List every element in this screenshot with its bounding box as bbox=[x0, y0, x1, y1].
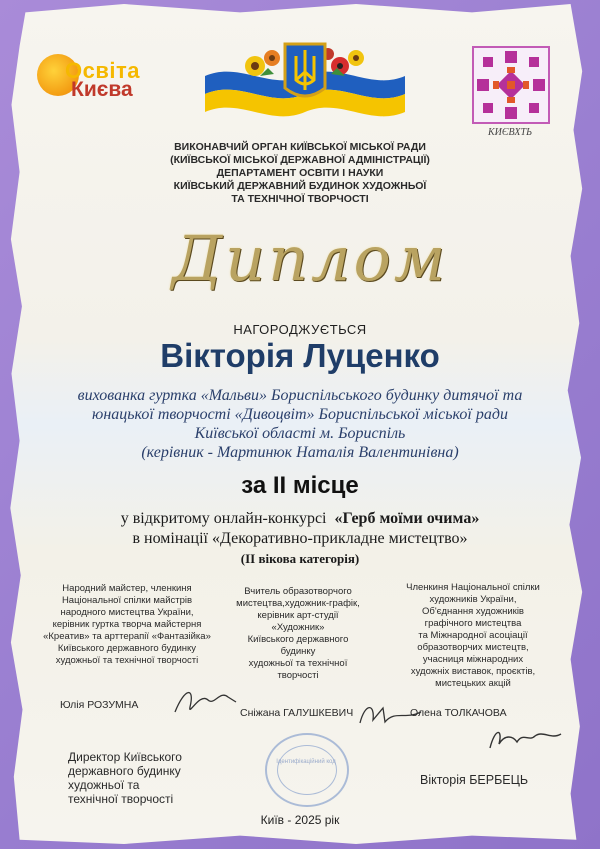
header-line: ВИКОНАВЧИЙ ОРГАН КИЇВСЬКОЇ МІСЬКОЇ РАДИ bbox=[174, 141, 426, 153]
logo-text-osvita: Освіта bbox=[65, 58, 140, 83]
embroidery-ornament-icon bbox=[471, 45, 551, 125]
title-line: будинку bbox=[280, 646, 316, 657]
recipient-name: Вікторія Луценко bbox=[160, 337, 440, 374]
contest-prefix: у відкритому онлайн-конкурсі bbox=[120, 510, 327, 527]
coat-of-arms-flag-icon bbox=[200, 36, 410, 126]
title-line: художньої та технічної bbox=[248, 658, 348, 669]
contest-nomination: в номінації «Декоративно-прикладне мистецтво» bbox=[132, 530, 468, 547]
header-line: КИЇВСЬКИЙ ДЕРЖАВНИЙ БУДИНОК ХУДОЖНЬОЇ bbox=[173, 180, 427, 192]
issuer-header bbox=[60, 141, 540, 206]
title-line: керівник гуртка творча майстерня bbox=[52, 619, 202, 630]
director-title bbox=[68, 750, 238, 806]
description-line: Київської області м. Бориспіль bbox=[194, 425, 406, 442]
title-line: художньої та bbox=[68, 778, 140, 792]
stamp-text: Ідентифікаційний код bbox=[276, 759, 336, 765]
title-line: художників України, bbox=[429, 594, 517, 605]
awarded-label: НАГОРОДЖУЄТЬСЯ bbox=[233, 322, 367, 337]
official-stamp-icon bbox=[265, 733, 349, 807]
title-line: «Креатив» та арттерапії «Фантазійка» bbox=[43, 631, 211, 642]
header-line: ТА ТЕХНІЧНОЇ ТВОРЧОСТІ bbox=[231, 193, 369, 205]
recipient-description bbox=[55, 386, 545, 462]
signature-2-icon bbox=[355, 698, 425, 734]
header-line: (КИЇВСЬКОЇ МІСЬКОЇ ДЕРЖАВНОЇ АДМІНІСТРАЦІЇ) bbox=[170, 154, 430, 166]
header-line: ДЕПАРТАМЕНТ ОСВІТИ І НАУКИ bbox=[216, 167, 384, 179]
title-line: графічного мистецтва bbox=[424, 618, 522, 629]
title-line: Об'єднання художників bbox=[422, 606, 524, 617]
contest-info bbox=[50, 509, 550, 549]
title-line: Членкиня Національної спілки bbox=[406, 582, 540, 593]
title-line: мистецтва,художник-графік, bbox=[236, 598, 360, 609]
title-line: образотворчих мистецтв, bbox=[417, 642, 529, 653]
signatory-3-name: Олена ТОЛКАЧОВА bbox=[410, 707, 507, 719]
ornament-label: КИЄВХТЬ bbox=[488, 127, 532, 138]
title-line: Київського державного bbox=[247, 634, 349, 645]
title-line: Вчитель образотворчого bbox=[244, 586, 352, 597]
signatory-1-name: Юлія РОЗУМНА bbox=[60, 699, 139, 711]
logo-text-kyieva: Києва bbox=[71, 78, 133, 101]
osvita-kyieva-logo bbox=[37, 54, 162, 102]
title-line: Директор Київського bbox=[68, 750, 182, 764]
title-line: художньої та технічної творчості bbox=[55, 655, 199, 666]
title-line: «Художник» bbox=[271, 622, 325, 633]
place-awarded: за ІІ місце bbox=[241, 472, 359, 499]
description-line: юнацької творчості «Дивоцвіт» Бориспільської міської ради bbox=[92, 406, 508, 423]
title-line: народного мистецтва України, bbox=[60, 607, 194, 618]
stamp-ring bbox=[277, 745, 337, 795]
age-category: (ІІ вікова категорія) bbox=[240, 551, 360, 566]
signatory-3-title bbox=[383, 582, 563, 690]
title-line: та Міжнародної асоціації bbox=[418, 630, 528, 641]
director-name: Вікторія БЕРБЕЦЬ bbox=[420, 773, 529, 787]
footer-place-year: Київ - 2025 рік bbox=[260, 813, 340, 827]
title-line: керівник арт-студії bbox=[257, 610, 339, 621]
title-line: технічної творчості bbox=[68, 792, 174, 806]
description-line: вихованка гуртка «Мальви» Бориспільського будинку дитячої та bbox=[77, 387, 523, 404]
signature-1-icon bbox=[170, 682, 240, 722]
signatory-2-title bbox=[218, 586, 378, 682]
description-line: (керівник - Мартинюк Наталія Валентинівна) bbox=[141, 444, 459, 461]
title-line: державного будинку bbox=[68, 764, 181, 778]
signatory-1-title bbox=[38, 583, 216, 667]
contest-line bbox=[50, 509, 550, 529]
title-line: Національної спілки майстрів bbox=[61, 595, 193, 606]
signatory-2-name: Сніжана ГАЛУШКЕВИЧ bbox=[240, 707, 354, 719]
title-line: творчості bbox=[277, 670, 319, 681]
title-line: учасниця міжнародних bbox=[422, 654, 524, 665]
title-line: художніх виставок, проєктів, bbox=[410, 666, 536, 677]
title-line: мистецьких акцій bbox=[435, 678, 511, 689]
title-line: Київського державного будинку bbox=[57, 643, 197, 654]
contest-name: «Герб моїми очима» bbox=[334, 510, 480, 527]
title-line: Народний майстер, членкиня bbox=[62, 583, 192, 594]
signature-3-icon bbox=[485, 720, 565, 756]
diploma-title: Диплом bbox=[171, 222, 449, 295]
